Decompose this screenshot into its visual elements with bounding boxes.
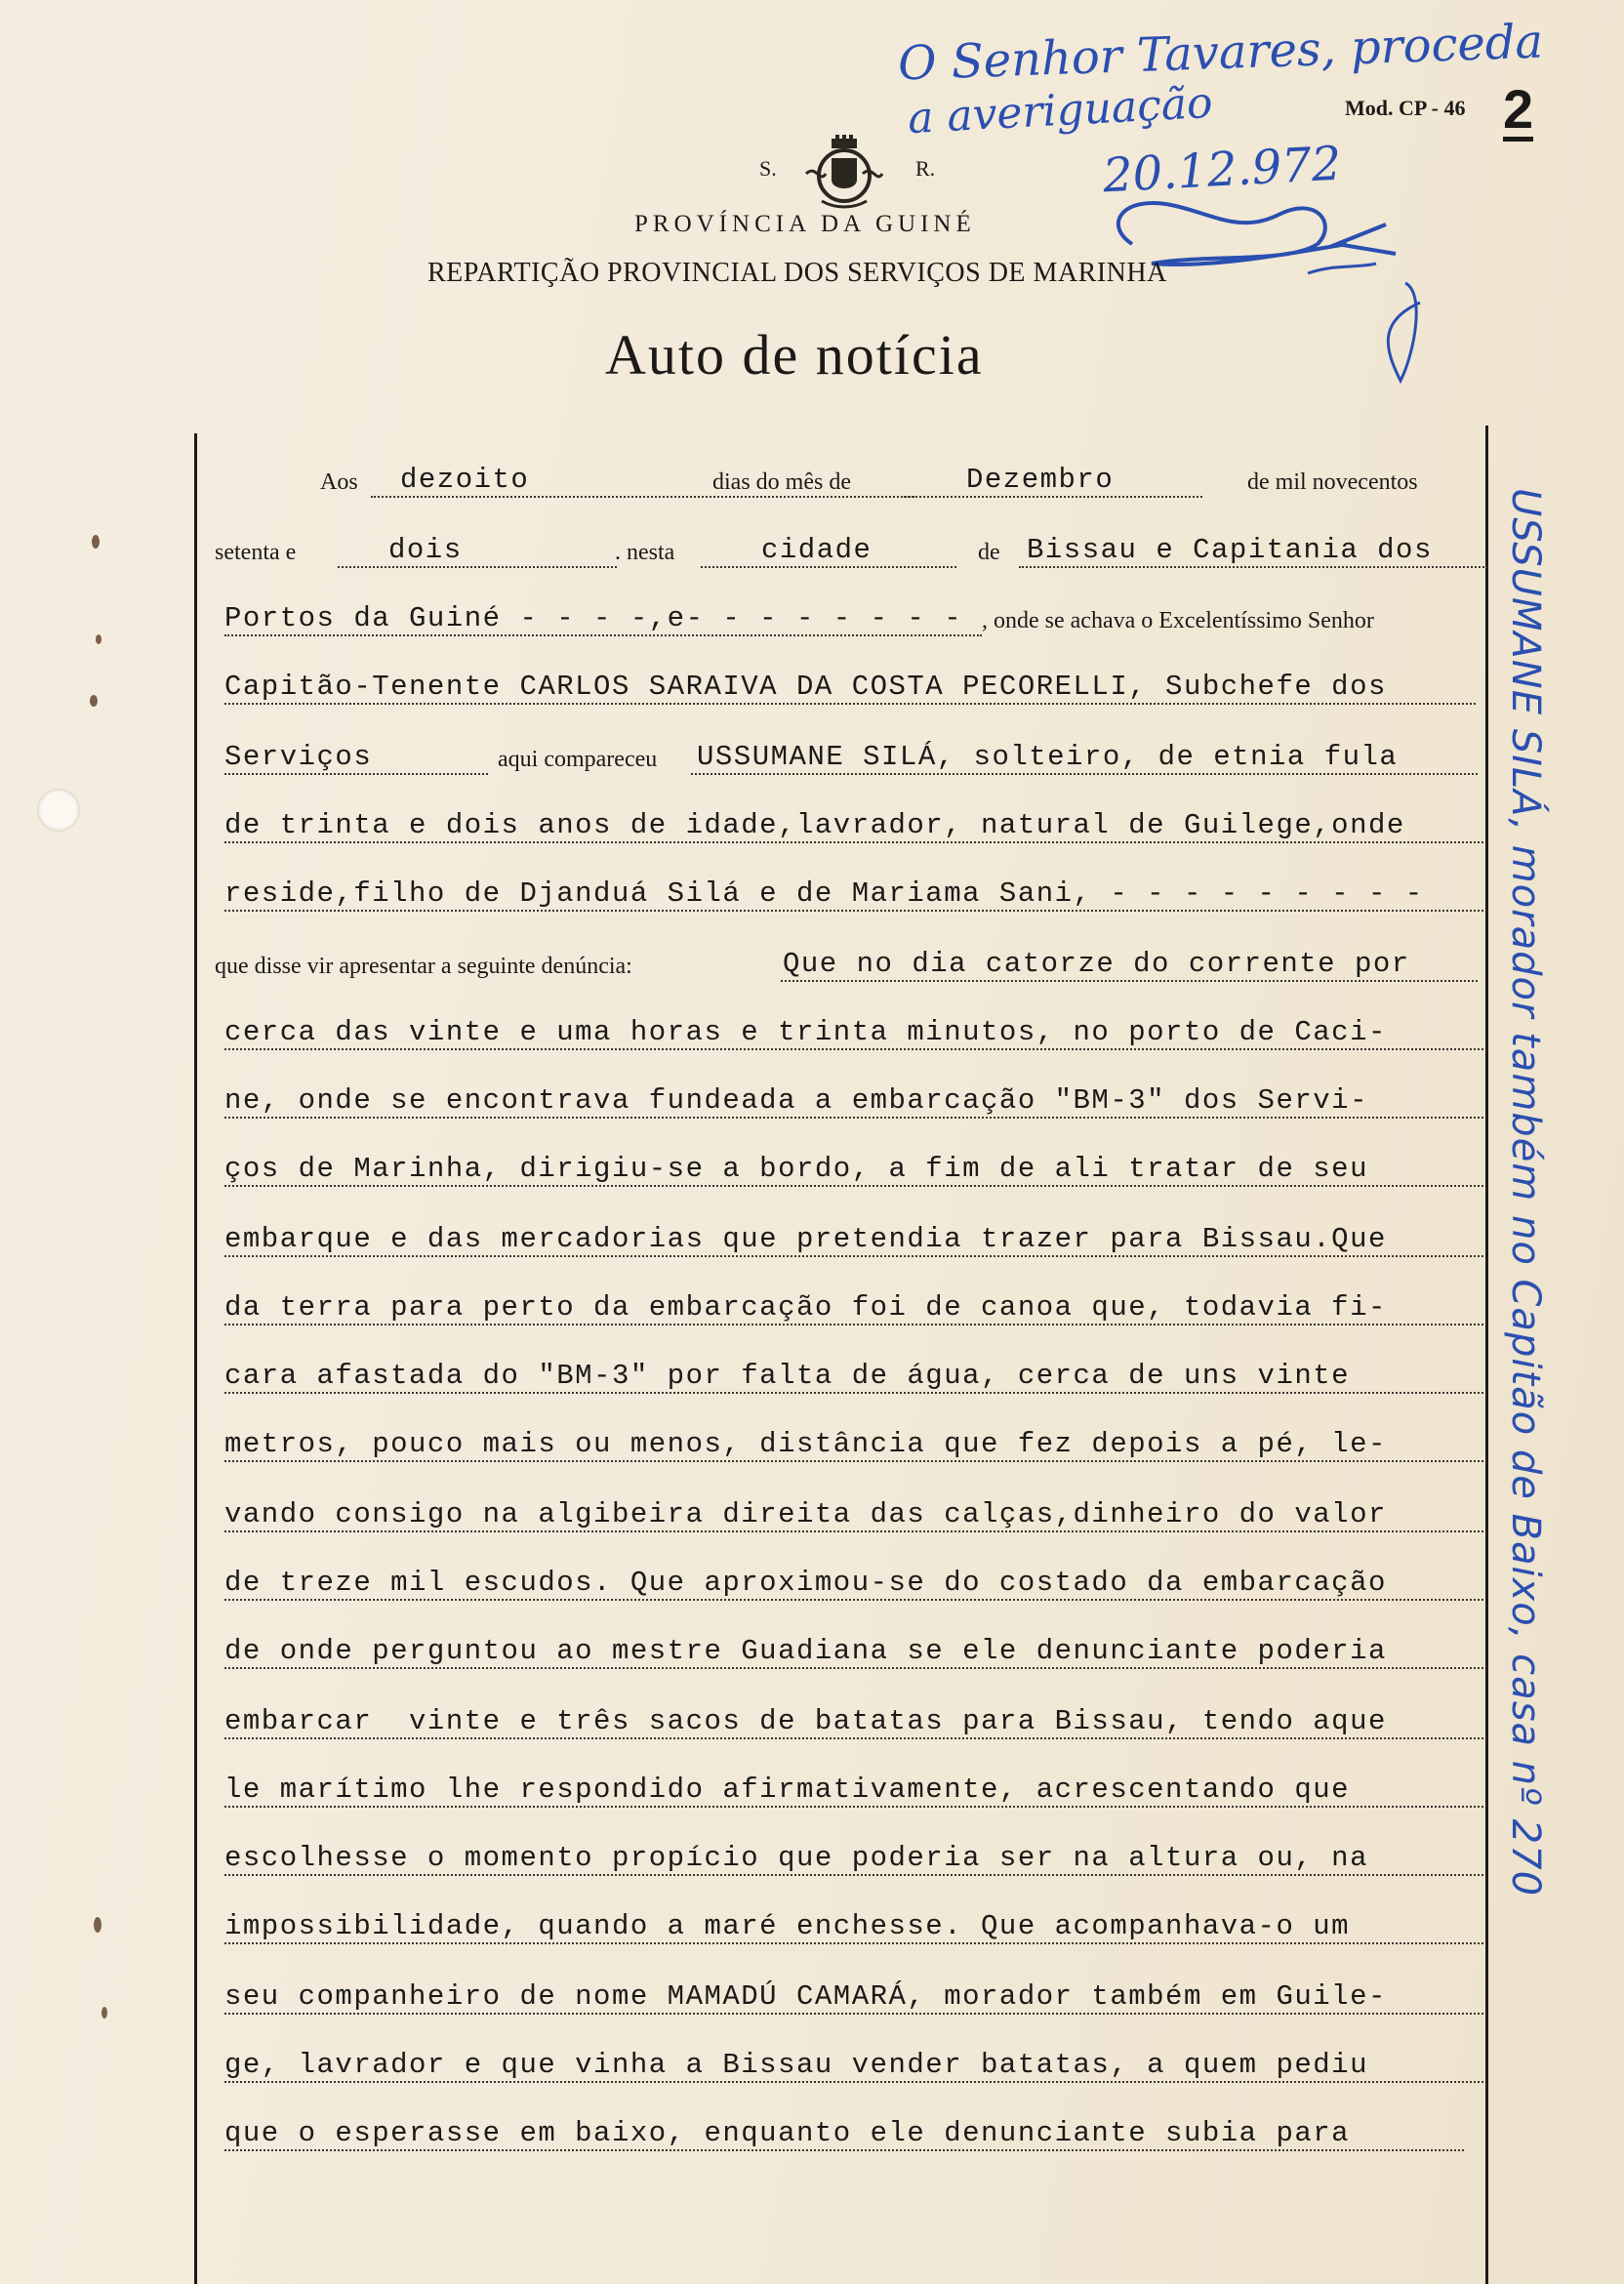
stain-mark [94,1917,102,1933]
coat-of-arms-icon [802,135,886,209]
form-line-13 [215,1285,1483,1329]
label-de: de [978,540,1000,565]
text-line: da terra para perto da embarcação foi de canoa que, todavia fi- [224,1291,1387,1324]
handwritten-side-note: USSUMANE SILÁ, morador também no Capitão de Baixo, casa nº 270 [1503,488,1548,1897]
handwritten-date: 20.12.972 [1101,136,1343,204]
text-line: impossibilidade, quando a maré enchesse. Que acompanhava-o um [224,1910,1351,1942]
form-line-23 [215,1974,1483,2019]
text-line: ços de Marinha, dirigiu-se a bordo, a fim de ali tratar de seu [224,1153,1368,1185]
stain-mark [102,2007,107,2019]
field-complainant: USSUMANE SILÁ, solteiro, de etnia fula [697,741,1399,773]
form-line-17 [215,1560,1483,1605]
department-heading: REPARTIÇÃO PROVINCIAL DOS SERVIÇOS DE MARINHA [427,258,1167,288]
label-de-mil: de mil novecentos [1247,469,1418,495]
form-line-18 [215,1628,1483,1673]
text-line: reside,filho de Djanduá Silá e de Mariama Sani, - - - - - - - - - [224,877,1424,910]
form-line-21 [215,1835,1483,1880]
text-line: embarque e das mercadorias que pretendia trazer para Bissau.Que [224,1223,1387,1255]
province-heading: PROVÍNCIA DA GUINÉ [634,211,976,237]
label-nesta: . nesta [615,540,675,565]
signature-mark [1093,185,1444,400]
label-aos: Aos [320,469,358,495]
text-line: embarcar vinte e três sacos de batatas para Bissau, tendo aque [224,1705,1387,1737]
form-line-24 [215,2042,1483,2087]
form-line-6 [215,802,1483,847]
form-line-7 [215,871,1483,916]
field-city: Bissau e Capitania dos [1027,534,1433,566]
text-line: le marítimo lhe respondido afirmativamente, acrescentando que [224,1774,1351,1806]
form-line-16 [215,1491,1483,1536]
field-day: dezoito [400,464,530,496]
r-letter: R. [915,156,936,181]
form-line-10 [215,1078,1483,1122]
text-line: de treze mil escudos. Que aproximou-se do costado da embarcação [224,1567,1387,1599]
field-office: Serviços [224,741,373,773]
label-denuncia: que disse vir apresentar a seguinte denúncia: [215,954,632,979]
text-line: cerca das vinte e uma horas e trinta minutos, no porto de Caci- [224,1016,1387,1048]
form-line-9 [215,1009,1483,1054]
label-onde-se-achava: , onde se achava o Excelentíssimo Senhor [982,608,1374,633]
text-line: Que no dia catorze do corrente por [783,948,1410,980]
label-setenta: setenta e [215,540,297,565]
form-line-8 [215,941,1483,986]
form-line-4 [215,664,1483,709]
handwritten-instruction: O Senhor Tavares, proceda [897,14,1544,92]
text-line: vando consigo na algibeira direita das calças,dinheiro do valor [224,1498,1387,1530]
field-official: Capitão-Tenente CARLOS SARAIVA DA COSTA PECORELLI, Subchefe dos [224,671,1387,703]
field-month: Dezembro [966,464,1115,496]
text-line: ge, lavrador e que vinha a Bissau vender batatas, a quem pediu [224,2049,1368,2081]
field-place: cidade [761,534,873,566]
form-line-12 [215,1216,1483,1261]
punch-hole [37,789,80,832]
text-line: seu companheiro de nome MAMADÚ CAMARÁ, morador também em Guile- [224,1980,1387,2013]
form-border-right [1485,426,1488,2284]
stain-mark [96,634,102,644]
field-year: dois [388,534,463,566]
form-line-25 [215,2110,1483,2155]
label-dias-do-mes: dias do mês de [712,469,851,495]
text-line: que o esperasse em baixo, enquanto ele denunciante subia para [224,2117,1351,2149]
form-line-19 [215,1698,1483,1743]
text-line: de onde perguntou ao mestre Guadiana se ele denunciante poderia [224,1635,1387,1667]
text-line: metros, pouco mais ou menos, distância que fez depois a pé, le- [224,1428,1387,1460]
s-letter: S. [759,156,777,181]
form-line-5 [215,734,1483,779]
stain-mark [92,535,100,549]
form-line-20 [215,1767,1483,1812]
form-line-2 [215,527,1483,572]
page-title: Auto de notícia [605,323,984,387]
text-line: escolhesse o momento propício que poderia ser na altura ou, na [224,1842,1368,1874]
text-line: ne, onde se encontrava fundeada a embarcação "BM-3" dos Servi- [224,1084,1368,1117]
page-number: 2 [1503,78,1534,140]
form-model-code: Mod. CP - 46 [1345,96,1466,120]
form-border-left [194,433,197,2284]
label-compareceu: aqui compareceu [498,747,658,772]
form-line-11 [215,1146,1483,1191]
text-line: de trinta e dois anos de idade,lavrador, natural de Guilege,onde [224,809,1405,841]
form-line-14 [215,1353,1483,1398]
stain-mark [90,695,98,707]
text-line: cara afastada do "BM-3" por falta de água, cerca de uns vinte [224,1360,1351,1392]
form-line-22 [215,1903,1483,1948]
handwritten-instruction-2: a averiguação [906,77,1214,144]
field-port: Portos da Guiné - - - -,e- - - - - - - - [224,602,963,634]
form-line-3 [215,595,1483,640]
form-line-1 [215,457,1483,502]
form-line-15 [215,1421,1483,1466]
